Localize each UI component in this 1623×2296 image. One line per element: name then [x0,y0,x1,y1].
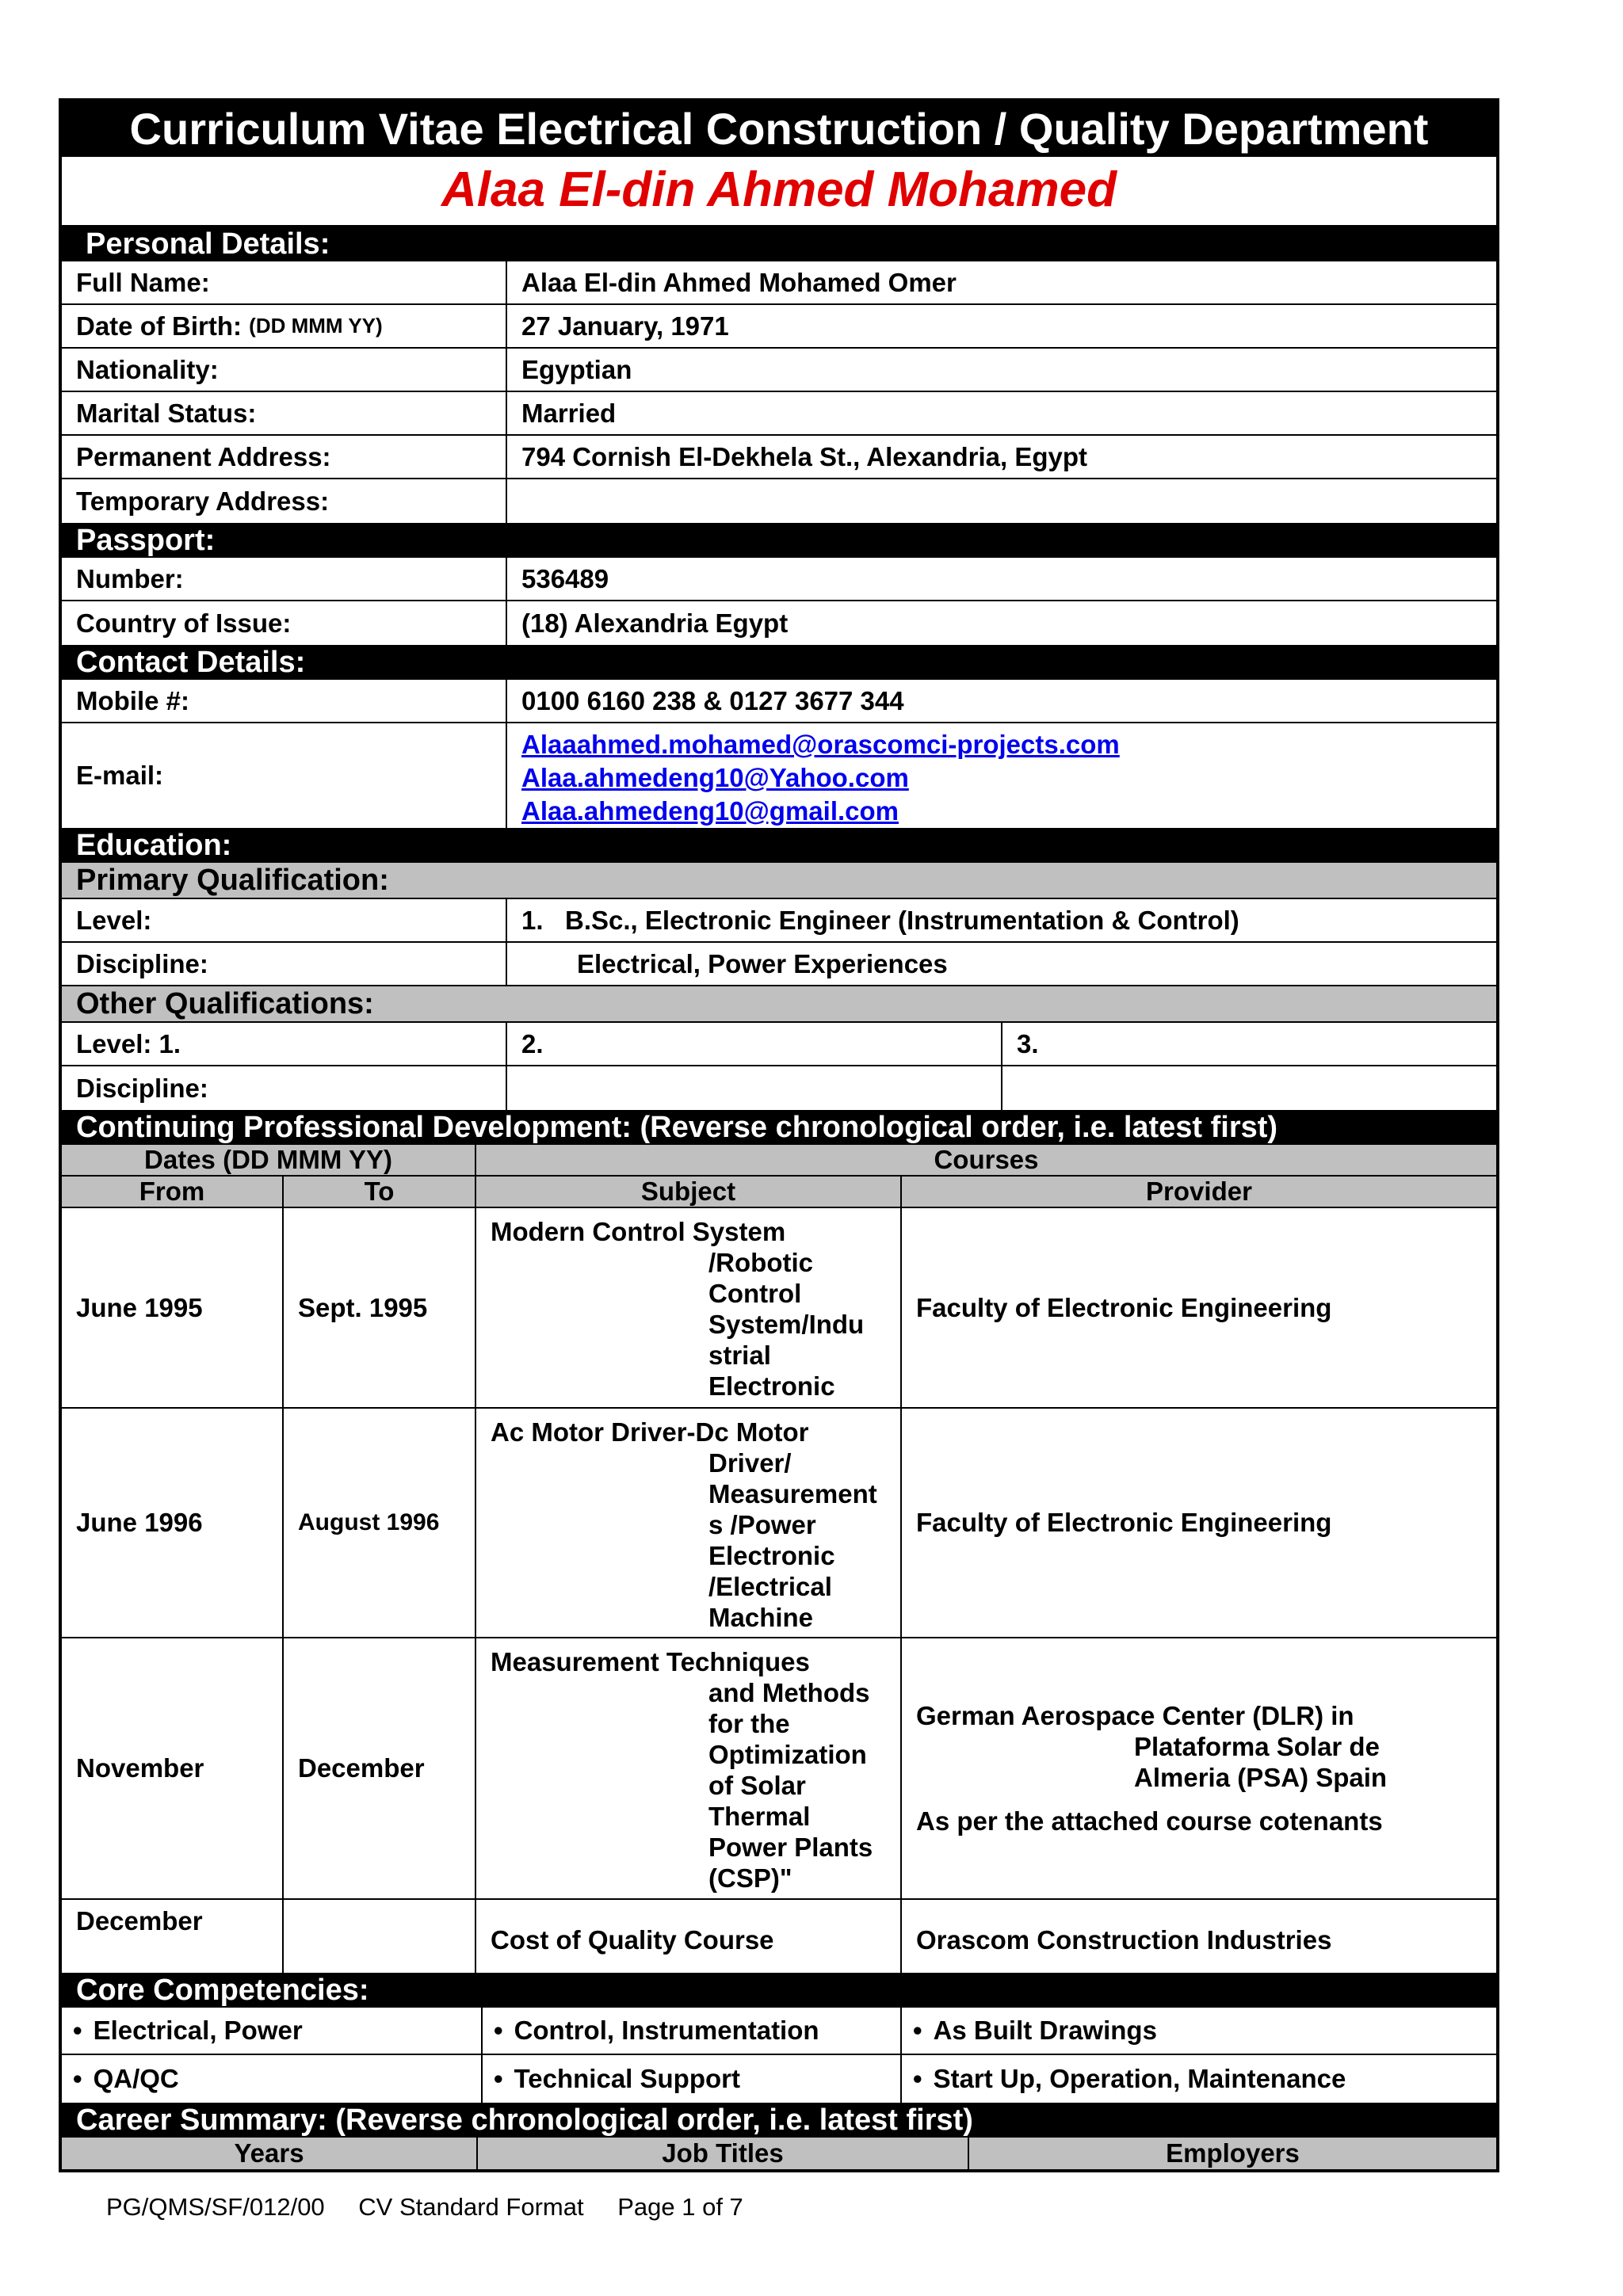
cpd-dates-header: Dates (DD MMM YY) [62,1145,476,1175]
value-temporary-address [507,479,1496,523]
cpd-from: June 1996 [62,1409,284,1637]
value-passport-number: 536489 [521,563,609,593]
footer-form-code: PG/QMS/SF/012/00 [106,2193,325,2221]
row-passport-number [62,558,1496,601]
value-nationality: Egyptian [521,354,632,384]
value-country-of-issue: (18) Alexandria Egypt [521,608,789,638]
footer-page-number: Page 1 of 7 [617,2193,743,2221]
competency-item: • QA/QC [62,2055,483,2103]
row-temporary-address [62,479,1496,523]
dob-format-hint: (DD MMM YY) [249,314,383,338]
cpd-subject-header: Subject [476,1177,902,1207]
email-link-gmail[interactable]: Alaa.ahmedeng10@gmail.com [521,796,899,826]
cpd-row [62,1638,1496,1900]
core-row [62,2055,1496,2103]
core-row [62,2008,1496,2055]
career-years-header: Years [62,2138,478,2169]
cpd-to: August 1996 [284,1409,476,1637]
cpd-provider: Faculty of Electronic Engineering [916,1292,1332,1322]
competency-item: • Electrical, Power [62,2008,483,2054]
value-date-of-birth: 27 January, 1971 [521,311,729,341]
candidate-name: Alaa El-din Ahmed Mohamed [62,157,1496,227]
label-country-of-issue: Country of Issue: [62,601,507,645]
section-career-summary: Career Summary: (Reverse chronological order, i.e. latest first) [62,2103,1496,2138]
subsection-other-qualifications: Other Qualifications: [62,986,1496,1023]
value-other-discipline-3 [1002,1066,1496,1110]
cpd-from: June 1995 [62,1208,284,1407]
value-primary-level: 1. B.Sc., Electronic Engineer (Instrumentation & Control) [521,905,1239,935]
section-contact-details: Contact Details: [62,645,1496,680]
competency-item: • As Built Drawings [902,2008,1496,2054]
value-mobile: 0100 6160 238 & 0127 3677 344 [521,685,904,715]
career-header-row [62,2138,1496,2169]
value-other-level-2: 2. [507,1023,1002,1065]
competency-item: • Control, Instrumentation [483,2008,902,2054]
row-nationality [62,349,1496,392]
row-email [62,723,1496,828]
competency-item: • Technical Support [483,2055,902,2103]
label-date-of-birth: Date of Birth: (DD MMM YY) [62,305,507,347]
value-primary-discipline: Electrical, Power Experiences [577,948,948,978]
cpd-provider-header: Provider [1146,1177,1252,1206]
section-education: Education: [62,828,1496,863]
row-other-level [62,1023,1496,1066]
row-country-of-issue [62,601,1496,645]
cpd-subject: Cost of Quality Course [476,1900,902,1973]
cv-document [59,98,1499,2172]
section-continuing-professional-development: Continuing Professional Development: (Reverse chronological order, i.e. latest first) [62,1110,1496,1145]
value-permanent-address: 794 Cornish El-Dekhela St., Alexandria, Egypt [521,441,1087,471]
cpd-row [62,1900,1496,1973]
row-marital-status [62,392,1496,436]
section-core-competencies: Core Competencies: [62,1973,1496,2008]
label-primary-level: Level: [62,899,507,941]
page-footer [106,2193,770,2222]
section-passport: Passport: [62,523,1496,558]
cpd-provider: German Aerospace Center (DLR) in Plataforma Solar de Almeria (PSA) Spain As per the attached course cotenants [902,1638,1496,1898]
cpd-to: Sept. 1995 [284,1208,476,1407]
cpd-provider-note: As per the attached course cotenants [916,1806,1383,1836]
value-other-level-3: 3. [1017,1028,1039,1058]
value-other-discipline-2 [507,1066,1002,1110]
row-full-name [62,261,1496,305]
cpd-header-row-2 [62,1177,1496,1208]
label-full-name: Full Name: [62,261,507,303]
career-titles-header: Job Titles [478,2138,969,2169]
cpd-to-header: To [284,1177,476,1207]
cpd-to: December [284,1638,476,1898]
row-mobile [62,680,1496,723]
document-title: Curriculum Vitae Electrical Construction / Quality Department [62,101,1496,157]
label-nationality: Nationality: [62,349,507,391]
email-link-yahoo[interactable]: Alaa.ahmedeng10@Yahoo.com [521,763,909,792]
career-employers-header: Employers [1166,2138,1300,2168]
label-other-discipline: Discipline: [62,1066,507,1110]
row-other-discipline [62,1066,1496,1110]
cpd-provider: Orascom Construction Industries [916,1925,1332,1955]
section-personal-details: Personal Details: [62,227,1496,261]
label-passport-number: Number: [62,558,507,600]
label-marital-status: Marital Status: [62,392,507,434]
cpd-subject: Ac Motor Driver-Dc Motor Driver/ Measurement s /Power Electronic /Electrical Machine [476,1409,902,1637]
subsection-primary-qualification: Primary Qualification: [62,863,1496,899]
cpd-from: December [62,1900,284,1973]
row-primary-level [62,899,1496,943]
row-permanent-address [62,436,1496,479]
cpd-to [284,1900,476,1973]
label-primary-discipline: Discipline: [62,943,507,985]
cpd-from: November [62,1638,284,1898]
row-primary-discipline [62,943,1496,986]
cpd-courses-header: Courses [934,1145,1039,1174]
cpd-provider: Faculty of Electronic Engineering [916,1508,1332,1537]
label-temporary-address: Temporary Address: [62,479,507,523]
value-marital-status: Married [521,398,617,428]
label-mobile: Mobile #: [62,680,507,722]
cpd-subject: Measurement Techniques and Methods for the Optimization of Solar Thermal Power Plants (CSP)" [476,1638,902,1898]
cpd-from-header: From [62,1177,284,1207]
value-full-name: Alaa El-din Ahmed Mohamed Omer [521,267,957,297]
label-permanent-address: Permanent Address: [62,436,507,478]
cpd-row [62,1208,1496,1409]
competency-item: • Start Up, Operation, Maintenance [902,2055,1496,2103]
cpd-subject: Modern Control System /Robotic Control System/Indu strial Electronic [476,1208,902,1407]
label-email: E-mail: [62,723,507,828]
label-other-level: Level: 1. [62,1023,507,1065]
email-link-work[interactable]: Alaaahmed.mohamed@orascomci-projects.com [521,730,1120,759]
footer-format: CV Standard Format [358,2193,584,2221]
row-date-of-birth [62,305,1496,349]
cpd-header-row-1 [62,1145,1496,1177]
value-email-list [507,723,1496,828]
cpd-row [62,1409,1496,1638]
